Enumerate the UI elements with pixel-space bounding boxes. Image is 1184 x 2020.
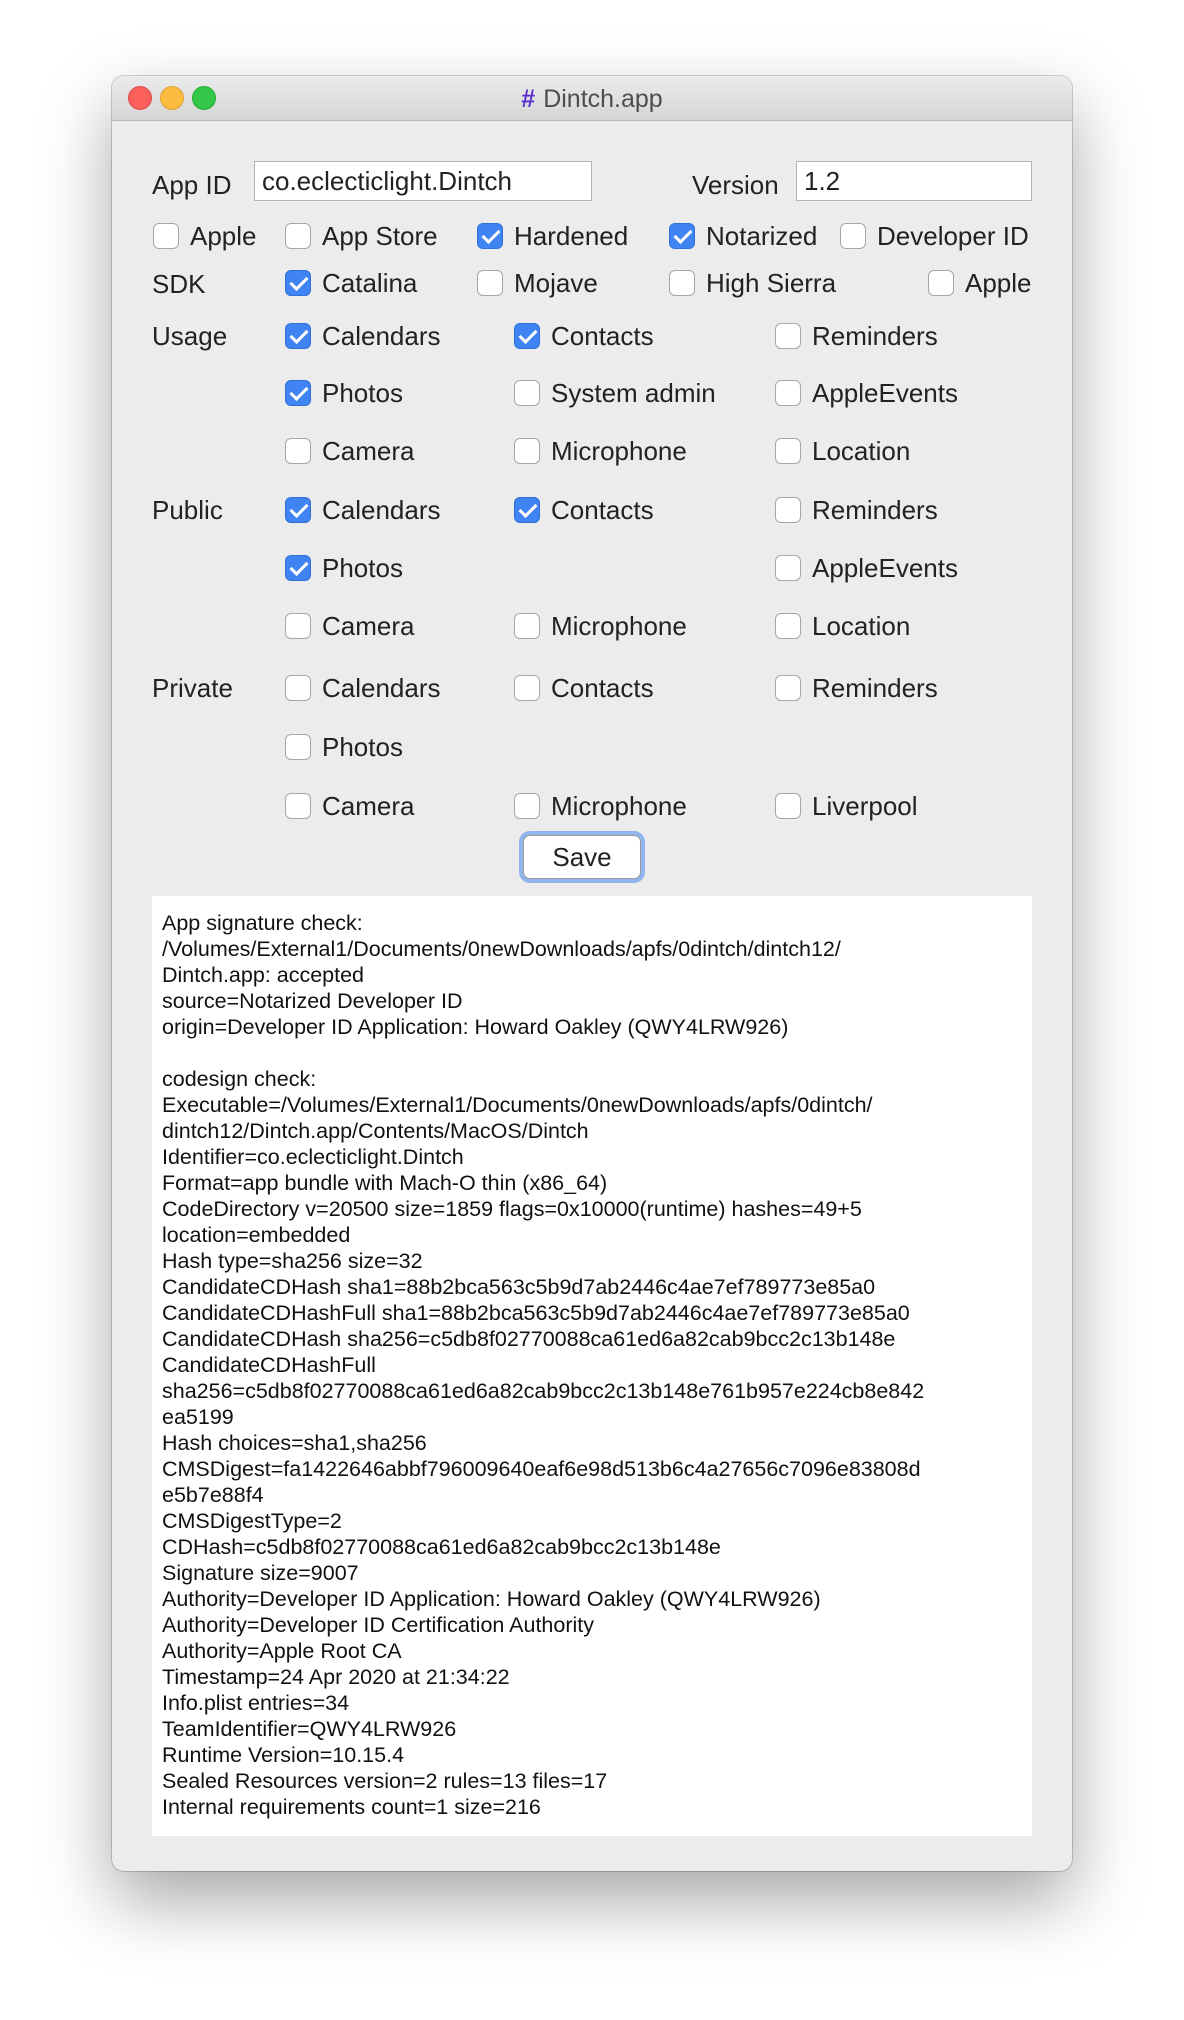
checkbox-box[interactable] bbox=[477, 270, 503, 296]
usage-photos-checkbox[interactable] bbox=[285, 376, 403, 410]
output-line: Info.plist entries=34 bbox=[162, 1691, 350, 1715]
output-line: sha256=c5db8f02770088ca61ed6a82cab9bcc2c13b148e761b957e224cb8e842 bbox=[162, 1379, 925, 1403]
sdk-apple-checkbox[interactable] bbox=[928, 266, 1032, 300]
usage-camera-checkbox[interactable] bbox=[285, 434, 414, 468]
checkbox-label: Catalina bbox=[322, 267, 418, 298]
version-field[interactable] bbox=[796, 161, 1032, 201]
developer-id-checkbox[interactable] bbox=[840, 219, 1029, 253]
checkbox-label: Photos bbox=[322, 552, 403, 583]
output-line: Format=app bundle with Mach-O thin (x86_64) bbox=[162, 1171, 608, 1195]
sdk-high-sierra-checkbox[interactable] bbox=[669, 266, 836, 300]
output-line: ea5199 bbox=[162, 1405, 234, 1429]
checkbox-box[interactable] bbox=[514, 438, 540, 464]
checkbox-label: AppleEvents bbox=[812, 377, 958, 408]
checkbox-box[interactable] bbox=[775, 793, 801, 819]
checkbox-label: Liverpool bbox=[812, 790, 918, 821]
checkbox-box[interactable] bbox=[514, 793, 540, 819]
checkbox-box[interactable] bbox=[775, 497, 801, 523]
checkbox-label: Developer ID bbox=[877, 220, 1029, 251]
output-line: Hash choices=sha1,sha256 bbox=[162, 1431, 427, 1455]
private-photos-checkbox[interactable] bbox=[285, 730, 403, 764]
app-store-checkbox[interactable] bbox=[285, 219, 438, 253]
output-line: codesign check: bbox=[162, 1067, 317, 1091]
checkbox-box[interactable] bbox=[514, 613, 540, 639]
output-line: Sealed Resources version=2 rules=13 files=17 bbox=[162, 1769, 608, 1793]
checkbox-label: Microphone bbox=[551, 435, 687, 466]
private-microphone-checkbox[interactable] bbox=[514, 789, 687, 823]
checkbox-label: Apple bbox=[965, 267, 1032, 298]
sdk-catalina-checkbox[interactable] bbox=[285, 266, 417, 300]
checkbox-box[interactable] bbox=[775, 380, 801, 406]
output-line: Signature size=9007 bbox=[162, 1561, 359, 1585]
checkbox-label: Contacts bbox=[551, 672, 654, 703]
checkbox-box[interactable] bbox=[514, 323, 540, 349]
usage-system-admin-checkbox[interactable] bbox=[514, 376, 716, 410]
checkbox-label: Calendars bbox=[322, 320, 441, 351]
output-line: Authority=Developer ID Certification Authority bbox=[162, 1613, 594, 1637]
checkbox-label: Camera bbox=[322, 435, 415, 466]
checkbox-box[interactable] bbox=[285, 270, 311, 296]
checkbox-box[interactable] bbox=[775, 323, 801, 349]
checkbox-box[interactable] bbox=[669, 270, 695, 296]
checkbox-box[interactable] bbox=[514, 675, 540, 701]
checkbox-label: Reminders bbox=[812, 320, 938, 351]
usage-label: Usage bbox=[152, 321, 228, 351]
checkbox-box[interactable] bbox=[775, 438, 801, 464]
window-title bbox=[112, 76, 1072, 120]
checkbox-box[interactable] bbox=[477, 223, 503, 249]
private-calendars-checkbox[interactable] bbox=[285, 671, 441, 705]
output-line: Timestamp=24 Apr 2020 at 21:34:22 bbox=[162, 1665, 510, 1689]
app-id-field[interactable] bbox=[254, 161, 592, 201]
output-line: CandidateCDHashFull sha1=88b2bca563c5b9d7ab2446c4ae7ef789773e85a0 bbox=[162, 1301, 910, 1325]
checkbox-label: Hardened bbox=[514, 220, 629, 251]
output-line: dintch12/Dintch.app/Contents/MacOS/Dintch bbox=[162, 1119, 589, 1143]
usage-contacts-checkbox[interactable] bbox=[514, 319, 654, 353]
app-window bbox=[112, 76, 1072, 1871]
title-bar[interactable] bbox=[112, 76, 1072, 121]
output-line: App signature check: bbox=[162, 911, 363, 935]
checkbox-box[interactable] bbox=[285, 223, 311, 249]
output-line: /Volumes/External1/Documents/0newDownloads/apfs/0dintch/dintch12/ bbox=[162, 937, 841, 961]
output-line: origin=Developer ID Application: Howard Oakley (QWY4LRW926) bbox=[162, 1015, 789, 1039]
checkbox-label: Location bbox=[812, 610, 911, 641]
checkbox-box[interactable] bbox=[153, 223, 179, 249]
checkbox-box[interactable] bbox=[285, 555, 311, 581]
sdk-label: SDK bbox=[152, 269, 206, 299]
checkbox-box[interactable] bbox=[514, 497, 540, 523]
private-camera-checkbox[interactable] bbox=[285, 789, 414, 823]
checkbox-box[interactable] bbox=[514, 380, 540, 406]
checkbox-box[interactable] bbox=[775, 675, 801, 701]
checkbox-label: Contacts bbox=[551, 494, 654, 525]
checkbox-label: Microphone bbox=[551, 790, 687, 821]
checkbox-label: Calendars bbox=[322, 672, 441, 703]
output-line: Executable=/Volumes/External1/Documents/0newDownloads/apfs/0dintch/ bbox=[162, 1093, 873, 1117]
public-microphone-checkbox[interactable] bbox=[514, 609, 687, 643]
output-line: Authority=Developer ID Application: Howard Oakley (QWY4LRW926) bbox=[162, 1587, 821, 1611]
checkbox-label: Photos bbox=[322, 377, 403, 408]
app-id-label: App ID bbox=[152, 170, 232, 200]
output-line: CMSDigestType=2 bbox=[162, 1509, 342, 1533]
checkbox-box[interactable] bbox=[285, 734, 311, 760]
output-line: CandidateCDHash sha256=c5db8f02770088ca61ed6a82cab9bcc2c13b148e bbox=[162, 1327, 896, 1351]
checkbox-box[interactable] bbox=[775, 613, 801, 639]
checkbox-label: AppleEvents bbox=[812, 552, 958, 583]
public-reminders-checkbox[interactable] bbox=[775, 493, 938, 527]
checkbox-label: Camera bbox=[322, 610, 415, 641]
checkbox-label: Microphone bbox=[551, 610, 687, 641]
usage-location-checkbox[interactable] bbox=[775, 434, 910, 468]
checkbox-label: Calendars bbox=[322, 494, 441, 525]
checkbox-label: Notarized bbox=[706, 220, 818, 251]
output-line: Runtime Version=10.15.4 bbox=[162, 1743, 405, 1767]
usage-appleevents-checkbox[interactable] bbox=[775, 376, 958, 410]
notarized-checkbox[interactable] bbox=[669, 219, 817, 253]
output-line: Internal requirements count=1 size=216 bbox=[162, 1795, 541, 1819]
private-contacts-checkbox[interactable] bbox=[514, 671, 654, 705]
checkbox-label: Apple bbox=[190, 220, 257, 251]
output-line: e5b7e88f4 bbox=[162, 1483, 264, 1507]
public-calendars-checkbox[interactable] bbox=[285, 493, 441, 527]
checkbox-label: Contacts bbox=[551, 320, 654, 351]
hardened-checkbox[interactable] bbox=[477, 219, 628, 253]
public-appleevents-checkbox[interactable] bbox=[775, 551, 958, 585]
output-line: Identifier=co.eclecticlight.Dintch bbox=[162, 1145, 464, 1169]
output-line: CandidateCDHash sha1=88b2bca563c5b9d7ab2446c4ae7ef789773e85a0 bbox=[162, 1275, 876, 1299]
checkbox-label: Photos bbox=[322, 731, 403, 762]
output-line: CodeDirectory v=20500 size=1859 flags=0x10000(runtime) hashes=49+5 bbox=[162, 1197, 862, 1221]
checkbox-box[interactable] bbox=[285, 323, 311, 349]
output-line: location=embedded bbox=[162, 1223, 351, 1247]
checkbox-box[interactable] bbox=[285, 438, 311, 464]
output-line: CandidateCDHashFull bbox=[162, 1353, 376, 1377]
sdk-mojave-checkbox[interactable] bbox=[477, 266, 598, 300]
checkbox-box[interactable] bbox=[285, 497, 311, 523]
version-label: Version bbox=[692, 170, 779, 200]
usage-reminders-checkbox[interactable] bbox=[775, 319, 938, 353]
checkbox-box[interactable] bbox=[285, 380, 311, 406]
output-line: TeamIdentifier=QWY4LRW926 bbox=[162, 1717, 457, 1741]
checkbox-box[interactable] bbox=[928, 270, 954, 296]
usage-microphone-checkbox[interactable] bbox=[514, 434, 687, 468]
app-hash-icon: # bbox=[521, 85, 536, 113]
checkbox-label: Location bbox=[812, 435, 911, 466]
apple-checkbox[interactable] bbox=[153, 219, 257, 253]
checkbox-box[interactable] bbox=[285, 675, 311, 701]
checkbox-box[interactable] bbox=[775, 555, 801, 581]
private-liverpool-checkbox[interactable] bbox=[775, 789, 918, 823]
output-line bbox=[162, 1040, 1022, 1066]
public-photos-checkbox[interactable] bbox=[285, 551, 403, 585]
save-button[interactable]: Save bbox=[523, 835, 641, 879]
public-label: Public bbox=[152, 495, 223, 525]
output-text-view[interactable] bbox=[152, 896, 1032, 1836]
checkbox-label: Reminders bbox=[812, 494, 938, 525]
usage-calendars-checkbox[interactable] bbox=[285, 319, 441, 353]
public-contacts-checkbox[interactable] bbox=[514, 493, 654, 527]
output-line: CMSDigest=fa1422646abbf796009640eaf6e98d513b6c4a27656c7096e83808d bbox=[162, 1457, 921, 1481]
private-label: Private bbox=[152, 673, 233, 703]
output-line: CDHash=c5db8f02770088ca61ed6a82cab9bcc2c13b148e bbox=[162, 1535, 721, 1559]
public-camera-checkbox[interactable] bbox=[285, 609, 414, 643]
checkbox-box[interactable] bbox=[285, 793, 311, 819]
checkbox-label: Mojave bbox=[514, 267, 598, 298]
output-line: source=Notarized Developer ID bbox=[162, 989, 463, 1013]
public-location-checkbox[interactable] bbox=[775, 609, 910, 643]
output-line: Hash type=sha256 size=32 bbox=[162, 1249, 423, 1273]
checkbox-label: System admin bbox=[551, 377, 716, 408]
output-line: Authority=Apple Root CA bbox=[162, 1639, 402, 1663]
checkbox-box[interactable] bbox=[285, 613, 311, 639]
checkbox-label: Reminders bbox=[812, 672, 938, 703]
window-title-text: Dintch.app bbox=[543, 85, 663, 113]
private-reminders-checkbox[interactable] bbox=[775, 671, 938, 705]
checkbox-label: Camera bbox=[322, 790, 415, 821]
output-line: Dintch.app: accepted bbox=[162, 963, 364, 987]
checkbox-label: High Sierra bbox=[706, 267, 837, 298]
checkbox-box[interactable] bbox=[840, 223, 866, 249]
checkbox-box[interactable] bbox=[669, 223, 695, 249]
checkbox-label: App Store bbox=[322, 220, 438, 251]
